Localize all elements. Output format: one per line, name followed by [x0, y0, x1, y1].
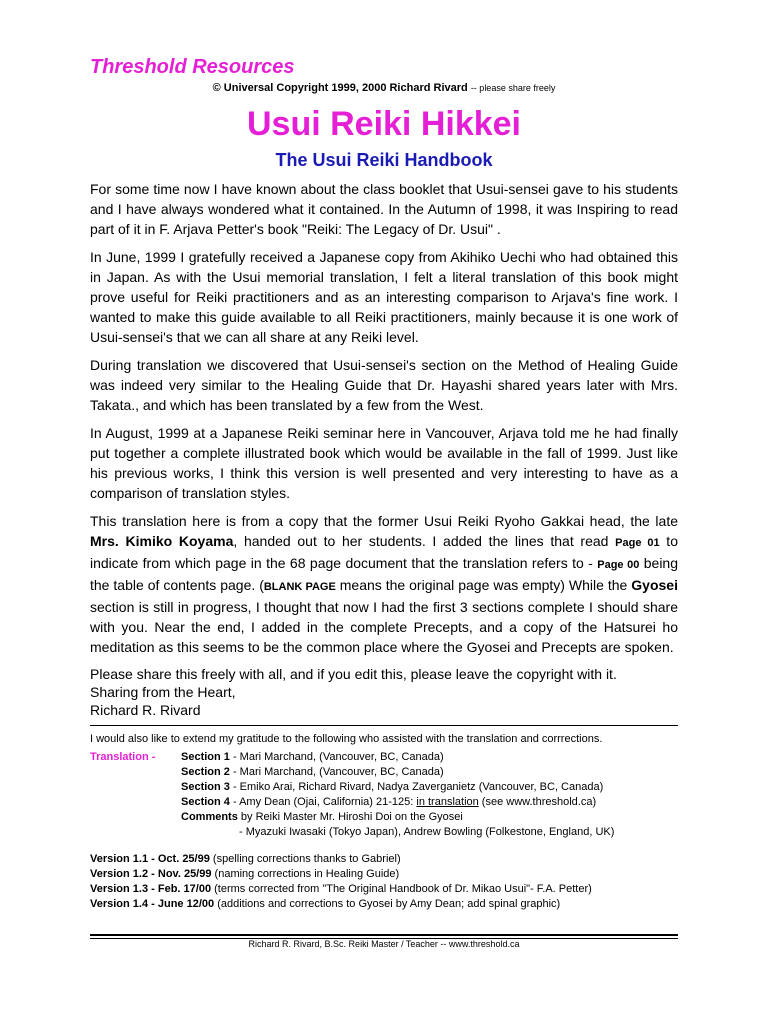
credit-section-4: [181, 795, 614, 810]
version-note: (naming corrections in Healing Guide): [211, 868, 400, 880]
version-date: - June 12/00: [148, 898, 215, 910]
version-date: - Oct. 25/99: [148, 853, 210, 865]
gyosei-label: Gyosei: [631, 577, 678, 593]
comments-label: Comments: [181, 811, 238, 823]
footer-rule-thick: [90, 934, 678, 936]
paragraph-1: For some time now I have known about the class booklet that Usui-sensei gave to his students and I have always wondered what it contained. In the Autumn of 1998, it was Inspiring to read part of it in F. Arjava Petter's book "Reiki: The Legacy of Dr. Usui" .: [90, 181, 678, 237]
version-row: [90, 867, 678, 882]
blank-page-label: BLANK PAGE: [263, 581, 336, 593]
p5-text-c: , handed out to her students. I added the lines that read: [233, 533, 616, 549]
translation-credits: [90, 750, 678, 840]
document-page: [90, 54, 678, 912]
credit-section-2: [181, 765, 614, 780]
copyright-line: [90, 81, 678, 95]
credit-section-3: [181, 780, 614, 795]
section-4-names: - Amy Dean (Ojai, California) 21-125:: [229, 796, 417, 808]
version-row: [90, 897, 678, 912]
paragraph-5: [90, 511, 678, 657]
page-title: Usui Reiki Hikkei: [246, 105, 521, 143]
p5-text-a: This translation here is from a copy that the former Usui Reiki Ryoho Gakkai head, the late: [90, 513, 678, 529]
translation-label: Translation -: [90, 751, 156, 763]
section-3-label: Section 3: [181, 781, 230, 793]
org-name: Threshold Resources: [90, 56, 295, 78]
version-date: - Nov. 25/99: [148, 868, 212, 880]
translation-lines: [181, 750, 614, 840]
page-01-label: Page 01: [615, 537, 660, 549]
section-1-label: Section 1: [181, 751, 230, 763]
version-label: Version 1.1: [90, 853, 149, 865]
section-1-names: - Mari Marchand, (Vancouver, BC, Canada): [229, 751, 444, 763]
comments-text: by Reiki Master Mr. Hiroshi Doi on the Gyosei: [237, 811, 463, 823]
signoff-line-1: Sharing from the Heart,: [90, 684, 236, 700]
paragraph-3: During translation we discovered that Usui-sensei's section on the Method of Healing Guide was indeed very similar to the Healing Guide that Dr. Hayashi shared years later with Mrs. Takata., and which has been translated by a few from the West.: [90, 357, 678, 413]
section-2-names: - Mari Marchand, (Vancouver, BC, Canada): [229, 766, 444, 778]
p5-text-g: being the table of contents page. (: [90, 555, 678, 593]
copyright-text: © Universal Copyright 1999, 2000 Richard Rivard: [212, 82, 468, 94]
signoff-block: [90, 665, 678, 719]
p5-text-i: means the original page was empty) While the: [335, 577, 632, 593]
paragraph-2: In June, 1999 I gratefully received a Japanese copy from Akihiko Uechi who had obtained this in Japan. As with the Usui memorial translation, I felt a literal translation of this book might prove useful for Reiki practitioners and as an interesting comparison to Arjava's fine work. I wanted to make this guide available to all Reiki practitioners, mainly because it is one work of Usui-sensei's that we can all share at any Reiki level.: [90, 249, 678, 345]
version-note: (additions and corrections to Gyosei by Amy Dean; add spinal graphic): [214, 898, 561, 910]
share-request: Please share this freely with all, and if you edit this, please leave the copyright with it.: [90, 666, 617, 682]
p5-text-k: section is still in progress, I thought that now I had the first 3 sections complete I should share with you. Near the end, I added in the complete Precepts, and a copy of the Hatsurei ho meditation as this seems to be the common place where the Gyosei and Precepts are spoken.: [90, 599, 678, 655]
p5-text-e: to indicate from which page in the 68 page document that the translation refers to -: [90, 533, 678, 571]
page-00-label: Page 00: [597, 559, 640, 571]
page-subtitle: The Usui Reiki Handbook: [275, 150, 493, 170]
share-note: -- please share freely: [470, 83, 556, 93]
version-row: [90, 852, 678, 867]
paragraph-4: In August, 1999 at a Japanese Reiki seminar here in Vancouver, Arjava told me he had finally put together a complete illustrated book which would be available in the fall of 1999. Just like his previous works, I think this version is well presented and very interesting to have as a comparison of translation styles.: [90, 425, 678, 501]
gratitude-note: I would also like to extend my gratitude to the following who assisted with the translation and corrrections.: [90, 733, 603, 745]
section-2-label: Section 2: [181, 766, 230, 778]
version-history: [90, 852, 678, 912]
version-date: - Feb. 17/00: [148, 883, 212, 895]
version-label: Version 1.2: [90, 868, 149, 880]
version-row: [90, 882, 678, 897]
section-4-see: (see www.threshold.ca): [478, 796, 597, 808]
page-footer: Richard R. Rivard, B.Sc. Reiki Master / Teacher -- www.threshold.ca: [248, 939, 520, 949]
signoff-author: Richard R. Rivard: [90, 702, 201, 718]
divider: [90, 725, 678, 726]
version-note: (spelling corrections thanks to Gabriel): [209, 853, 401, 865]
version-label: Version 1.3: [90, 883, 149, 895]
credit-section-1: [181, 750, 614, 765]
in-translation-link: in translation: [416, 796, 479, 808]
koyama-name: Mrs. Kimiko Koyama: [90, 533, 234, 549]
version-note: (terms corrected from "The Original Handbook of Dr. Mikao Usui"- F.A. Petter): [211, 883, 592, 895]
credit-comments: [181, 810, 614, 825]
version-label: Version 1.4: [90, 898, 149, 910]
section-4-label: Section 4: [181, 796, 230, 808]
credit-comments-2: - Myazuki Iwasaki (Tokyo Japan), Andrew Bowling (Folkestone, England, UK): [239, 826, 615, 838]
section-3-names: - Emiko Arai, Richard Rivard, Nadya Zaverganietz (Vancouver, BC, Canada): [229, 781, 604, 793]
